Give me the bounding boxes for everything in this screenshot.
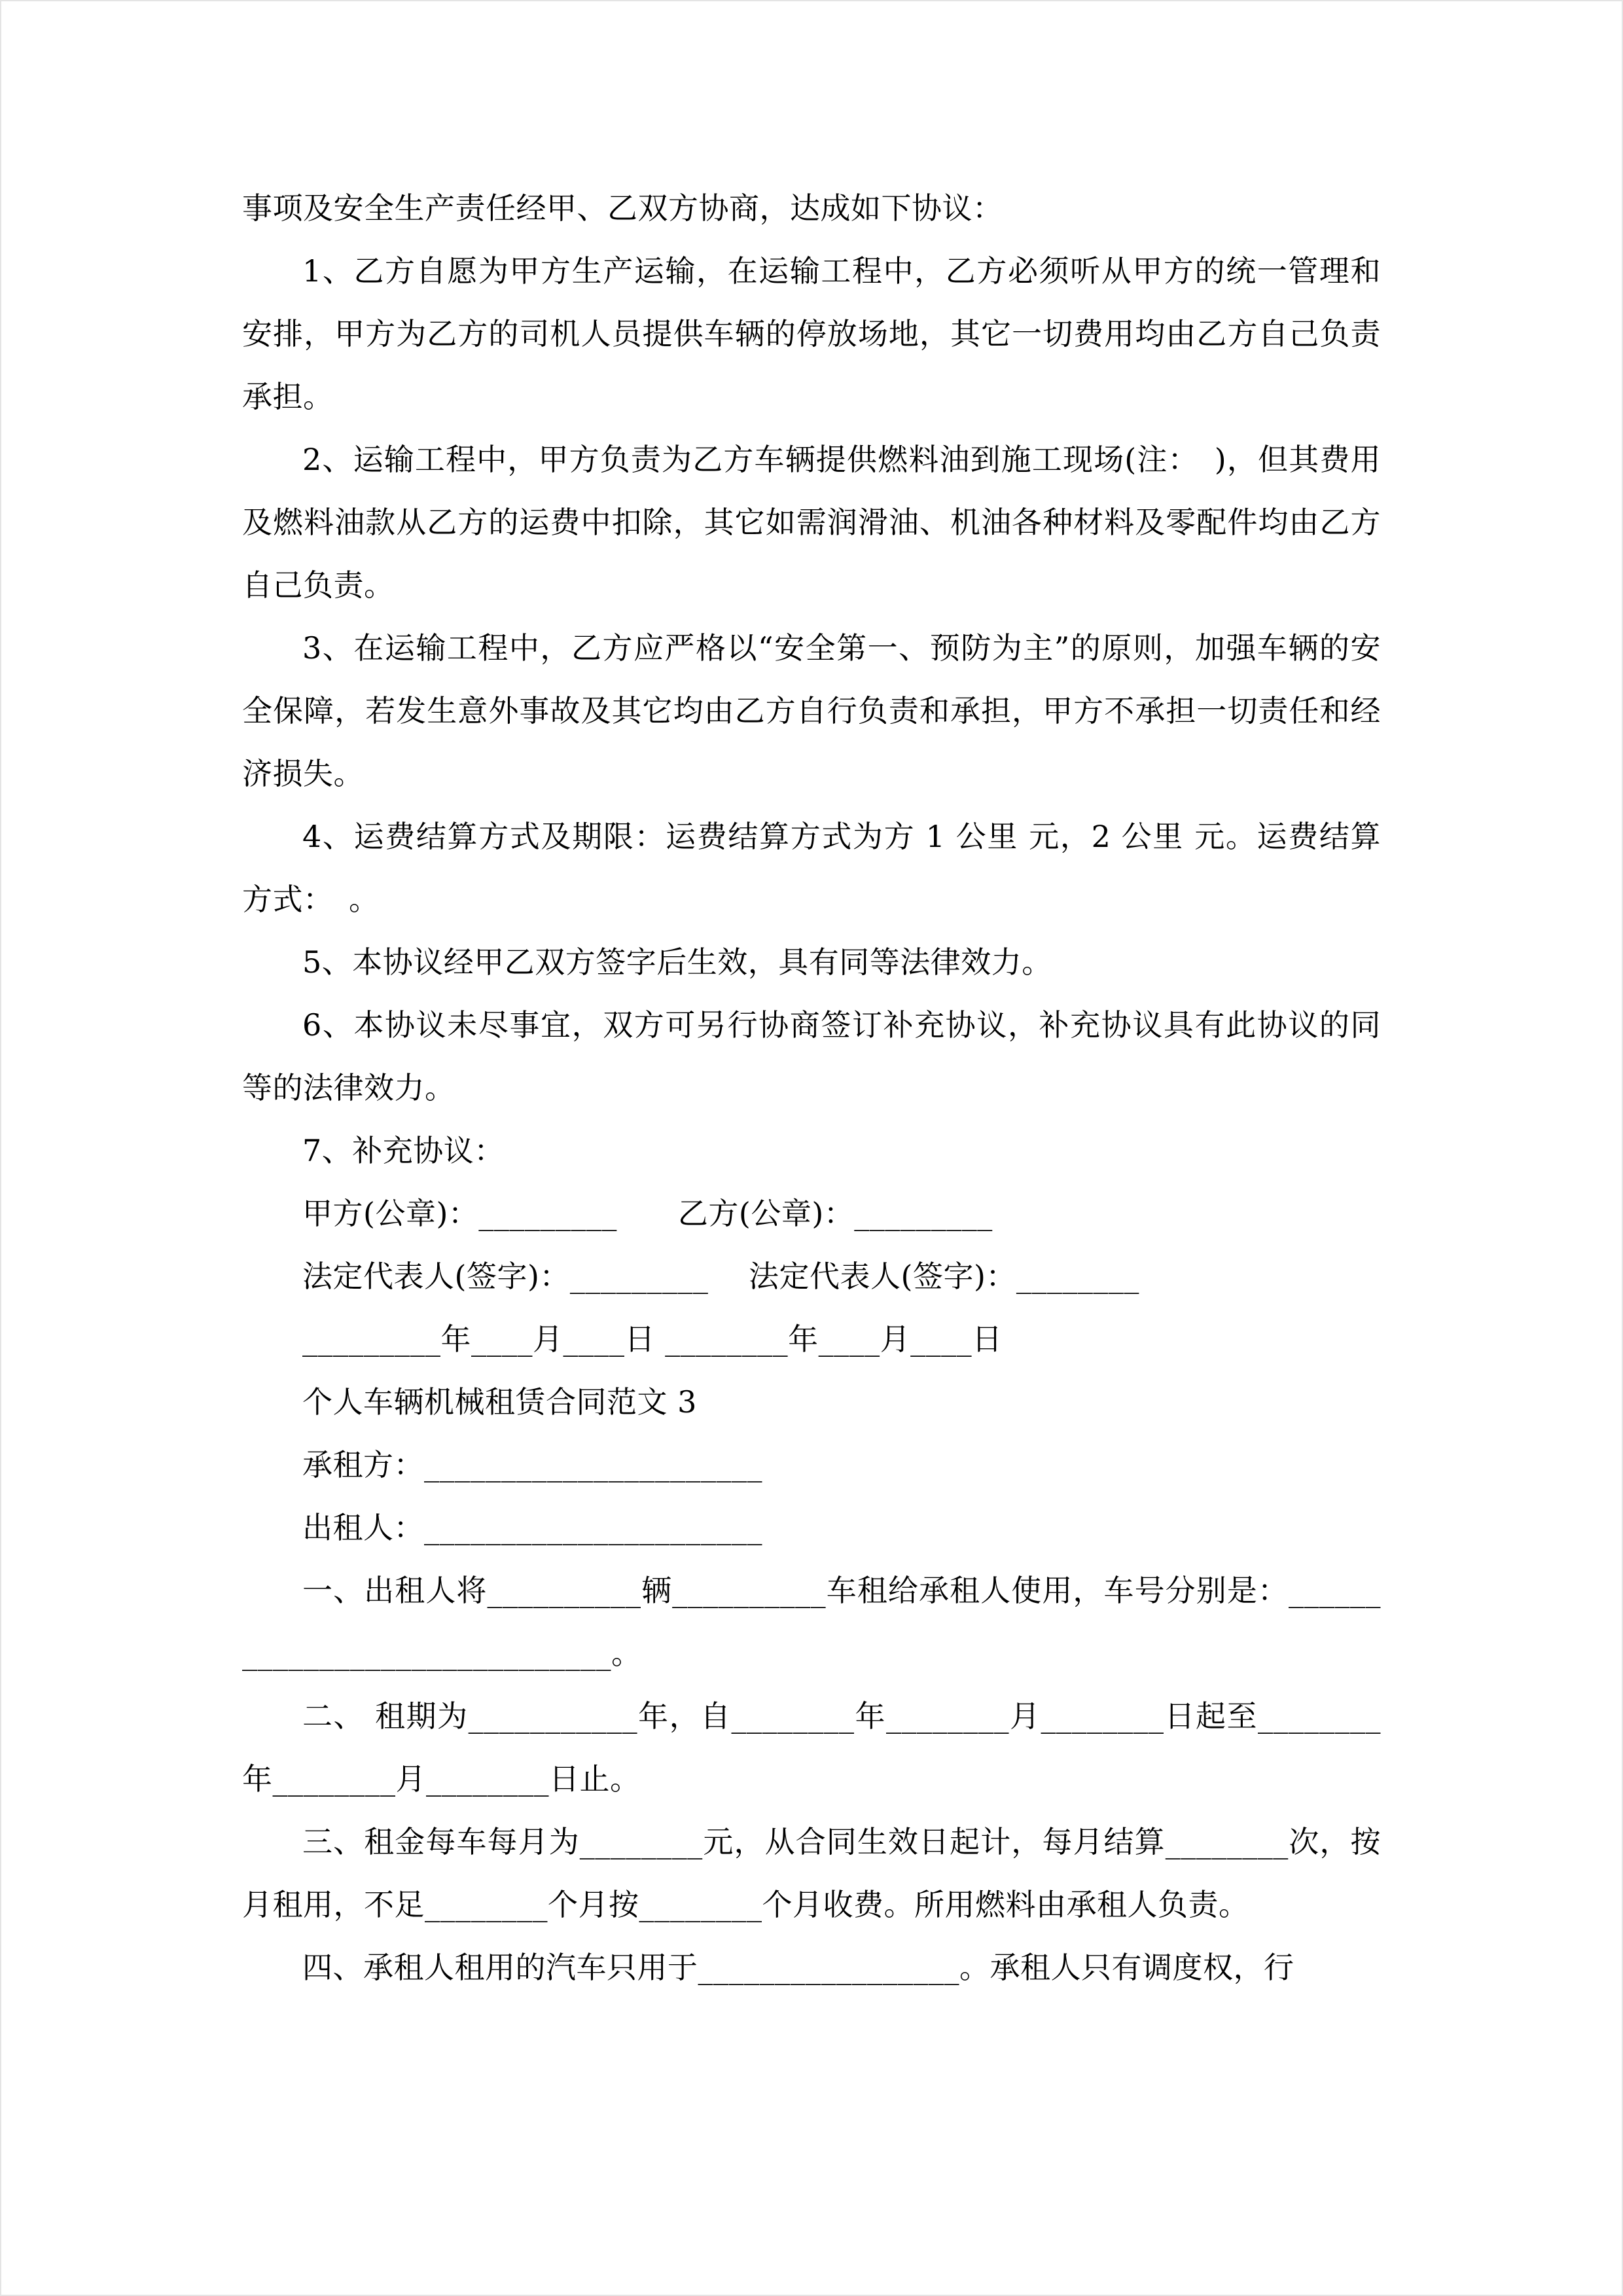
lessor-line: 出租人：______________________: [302, 1510, 762, 1545]
template-3-title: 个人车辆机械租赁合同范文 3: [302, 1384, 697, 1420]
signature-line-dates: _________年____月____日 ________年____月____日: [302, 1321, 1003, 1357]
t3-clause-3: 三、租金每车每月为________元，从合同生效日起计，每月结算________次，按月租用，不足________个月按________个月收费。所用燃料由承租人负责。: [242, 1824, 1381, 1922]
clause-2: 2、运输工程中，甲方负责为乙方车辆提供燃料油到施工现场(注： )，但其费用及燃料油款从乙方的运费中扣除，其它如需润滑油、机油各种材料及零配件均由乙方自己负责。: [242, 442, 1381, 603]
signature-line-representatives: 法定代表人(签字)：_________ 法定代表人(签字)：________: [302, 1259, 1139, 1294]
clause-5: 5、本协议经甲乙双方签字后生效，具有同等法律效力。: [302, 944, 1052, 980]
t3-clause-4: 四、承租人租用的汽车只用于_________________。承租人只有调度权，行: [302, 1950, 1294, 1985]
intro-line: 事项及安全生产责任经甲、乙双方协商，达成如下协议：: [242, 190, 1003, 226]
signature-line-seals: 甲方(公章)：_________ 乙方(公章)：_________: [302, 1196, 993, 1231]
lessee-line: 承租方：______________________: [302, 1447, 762, 1482]
clause-1: 1、乙方自愿为甲方生产运输，在运输工程中，乙方必须听从甲方的统一管理和安排，甲方为乙方的司机人员提供车辆的停放场地，其它一切费用均由乙方自己负责承担。: [242, 253, 1381, 414]
clause-7: 7、补充协议：: [302, 1133, 505, 1168]
clause-3: 3、在运输工程中，乙方应严格以“安全第一、预防为主”的原则，加强车辆的安全保障，若发生意外事故及其它均由乙方自行负责和承担，甲方不承担一切责任和经济损失。: [242, 630, 1381, 791]
clause-4: 4、运费结算方式及期限：运费结算方式为方 1 公里 元，2 公里 元。运费结算方式： 。: [242, 819, 1381, 917]
clause-6: 6、本协议未尽事宜，双方可另行协商签订补充协议，补充协议具有此协议的同等的法律效力。: [242, 1007, 1381, 1105]
t3-clause-2: 二、 租期为___________年，自________年________月________日起至________年________月________日止。: [242, 1698, 1381, 1797]
t3-clause-1: 一、出租人将__________辆__________车租给承租人使用，车号分别是：______________________________。: [242, 1573, 1381, 1671]
